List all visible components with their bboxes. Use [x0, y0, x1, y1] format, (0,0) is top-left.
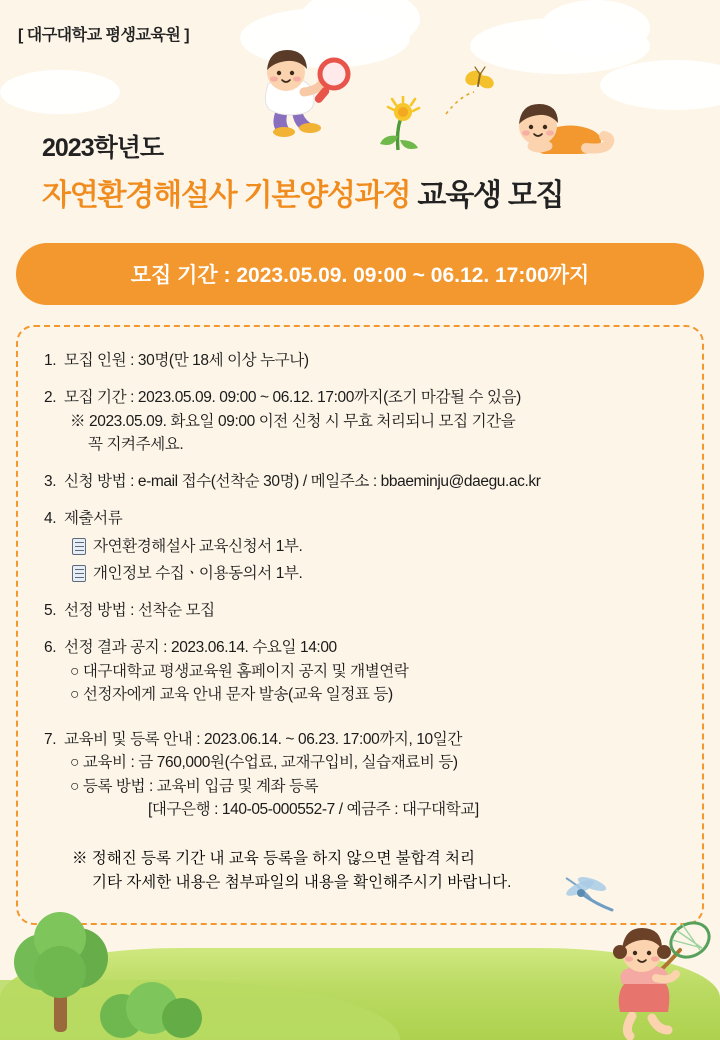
- item-number: 5.: [44, 602, 57, 619]
- document-label: 개인정보 수집ㆍ이용동의서 1부.: [93, 564, 303, 582]
- title-main: [42, 170, 563, 214]
- footer-note-line-1: ※ 정해진 등록 기간 내 교육 등록을 하지 않으면 불합격 처리: [72, 850, 475, 867]
- bush-illustration: [96, 978, 206, 1040]
- list-item: [44, 386, 676, 456]
- item-text: 제출서류: [64, 510, 123, 528]
- item-subnote-cont: 꼭 지켜주세요.: [88, 435, 184, 453]
- document-label: 자연환경해설사 교육신청서 1부.: [93, 537, 303, 555]
- item-bullet: ○ 교육비 : 금 760,000원(수업료, 교재구입비, 실습재료비 등): [70, 754, 458, 772]
- item-text: 교육비 및 등록 안내 : 2023.06.14. ~ 06.23. 17:00까지, 10일간: [64, 731, 462, 748]
- item-number: 2.: [44, 389, 57, 407]
- list-item: [44, 470, 676, 493]
- item-text: 신청 방법 : e-mail 접수(선착순 30명) / 메일주소 : bbaeminju@daegu.ac.kr: [64, 473, 541, 490]
- item-text: 선정 방법 : 선착순 모집: [64, 602, 215, 619]
- item-bullet: ○ 선정자에게 교육 안내 문자 발송(교육 일정표 등): [70, 685, 393, 703]
- bank-account-info: [대구은행 : 140-05-000552-7 / 예금주 : 대구대학교]: [148, 800, 479, 818]
- list-item: [44, 636, 676, 706]
- document-line: [44, 535, 676, 558]
- title-year: 2023학년도: [42, 134, 164, 162]
- item-number: 7.: [44, 731, 57, 748]
- boy-with-magnifier-illustration: [246, 48, 366, 140]
- page-title: [42, 128, 563, 214]
- recruitment-period-banner: 모집 기간 : 2023.05.09. 09:00 ~ 06.12. 17:00까지: [16, 243, 704, 305]
- list-item: [44, 599, 676, 622]
- list-item: [44, 349, 676, 372]
- item-bullet: ○ 대구대학교 평생교육원 홈페이지 공지 및 개별연락: [70, 662, 409, 680]
- butterfly-illustration: [440, 62, 500, 118]
- title-highlight: 자연환경해설사 기본양성과정: [42, 179, 411, 212]
- title-rest: 교육생 모집: [417, 179, 564, 212]
- item-text: 모집 기간 : 2023.05.09. 09:00 ~ 06.12. 17:00까지(조기 마감될 수 있음): [64, 389, 521, 407]
- item-text: 선정 결과 공지 : 2023.06.14. 수요일 14:00: [64, 639, 337, 657]
- girl-with-net-illustration: [594, 912, 720, 1040]
- list-item: [44, 728, 676, 821]
- document-icon: [72, 565, 86, 582]
- item-number: 4.: [44, 510, 57, 528]
- item-number: 3.: [44, 473, 57, 490]
- footer-note-line-2: 기타 자세한 내용은 첨부파일의 내용을 확인해주시기 바랍니다.: [92, 874, 512, 892]
- organization-tag: [ 대구대학교 평생교육원 ]: [18, 27, 190, 44]
- item-text: 모집 인원 : 30명(만 18세 이상 누구나): [64, 352, 309, 369]
- item-subnote: ※ 2023.05.09. 화요일 09:00 이전 신청 시 무효 처리되니 모집 기간을: [70, 412, 516, 430]
- item-number: 1.: [44, 352, 57, 369]
- details-box: [16, 325, 704, 925]
- list-item: [44, 507, 676, 585]
- document-icon: [72, 538, 86, 555]
- item-bullet: ○ 등록 방법 : 교육비 입금 및 계좌 등록: [70, 777, 319, 795]
- cloud-shape: [0, 70, 120, 114]
- cloud-shape: [540, 0, 650, 56]
- document-line: [44, 562, 676, 585]
- item-number: 6.: [44, 639, 57, 657]
